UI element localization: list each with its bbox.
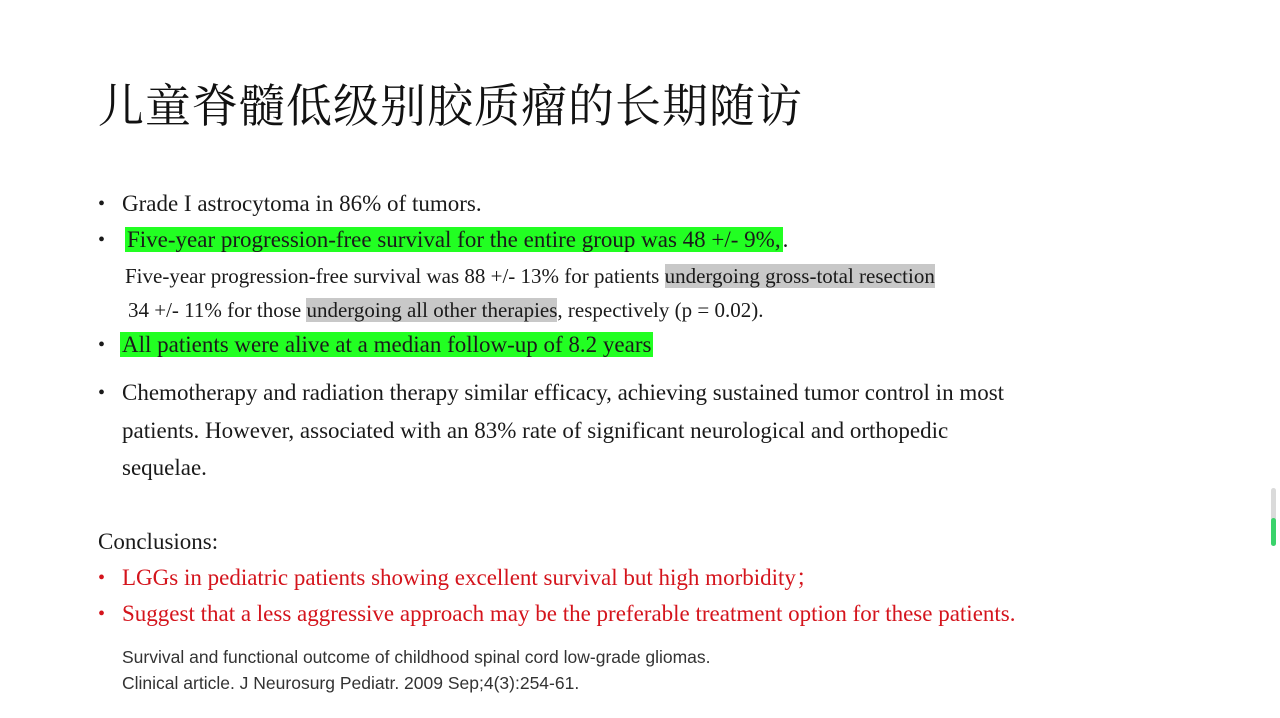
- bullet-continuation: patients. However, associated with an 83% rate of significant neurological and orthopedic: [122, 418, 949, 443]
- sub-line-gtr: [125, 261, 935, 291]
- conclusion-text: Suggest that a less aggressive approach may be the preferable treatment option for these patients.: [122, 601, 1016, 626]
- bullet-marker: •: [98, 193, 106, 215]
- bullet-text-tail: .: [782, 227, 789, 252]
- conclusions-heading: Conclusions:: [98, 529, 219, 554]
- bullet-marker: •: [98, 382, 106, 404]
- bullet-text: Chemotherapy and radiation therapy similar efficacy, achieving sustained tumor control in most: [122, 380, 1005, 405]
- bullet-marker: •: [98, 603, 106, 625]
- bullet-marker: •: [98, 229, 106, 251]
- sub-text: , respectively (p = 0.02).: [557, 298, 764, 322]
- slide-title: 儿童脊髓低级别胶质瘤的长期随访: [98, 79, 803, 133]
- bullet-marker: •: [98, 334, 106, 356]
- citation-line: Survival and functional outcome of childhood spinal cord low-grade gliomas.: [122, 647, 711, 667]
- gray-highlighted-text: undergoing gross-total resection: [664, 264, 935, 288]
- highlighted-text: All patients were alive at a median follow-up of 8.2 years: [122, 332, 652, 357]
- sub-text: 34 +/- 11% for those: [128, 298, 307, 322]
- conclusion-text: LGGs in pediatric patients showing excellent survival but high morbidity；: [122, 565, 819, 590]
- scrollbar-thumb[interactable]: [1271, 518, 1276, 546]
- bullet-continuation: sequelae.: [122, 455, 207, 480]
- gray-highlighted-text: undergoing all other therapies: [306, 298, 558, 322]
- highlighted-text: Five-year progression-free survival for the entire group was 48 +/- 9%,: [127, 227, 781, 252]
- sub-text: Five-year progression-free survival was 88 +/- 13% for patients: [125, 264, 665, 288]
- citation-line: Clinical article. J Neurosurg Pediatr. 2009 Sep;4(3):254-61.: [122, 673, 580, 693]
- sub-line-other: [128, 295, 763, 325]
- bullet-marker: •: [98, 567, 106, 589]
- bullet-text: Grade I astrocytoma in 86% of tumors.: [122, 191, 482, 216]
